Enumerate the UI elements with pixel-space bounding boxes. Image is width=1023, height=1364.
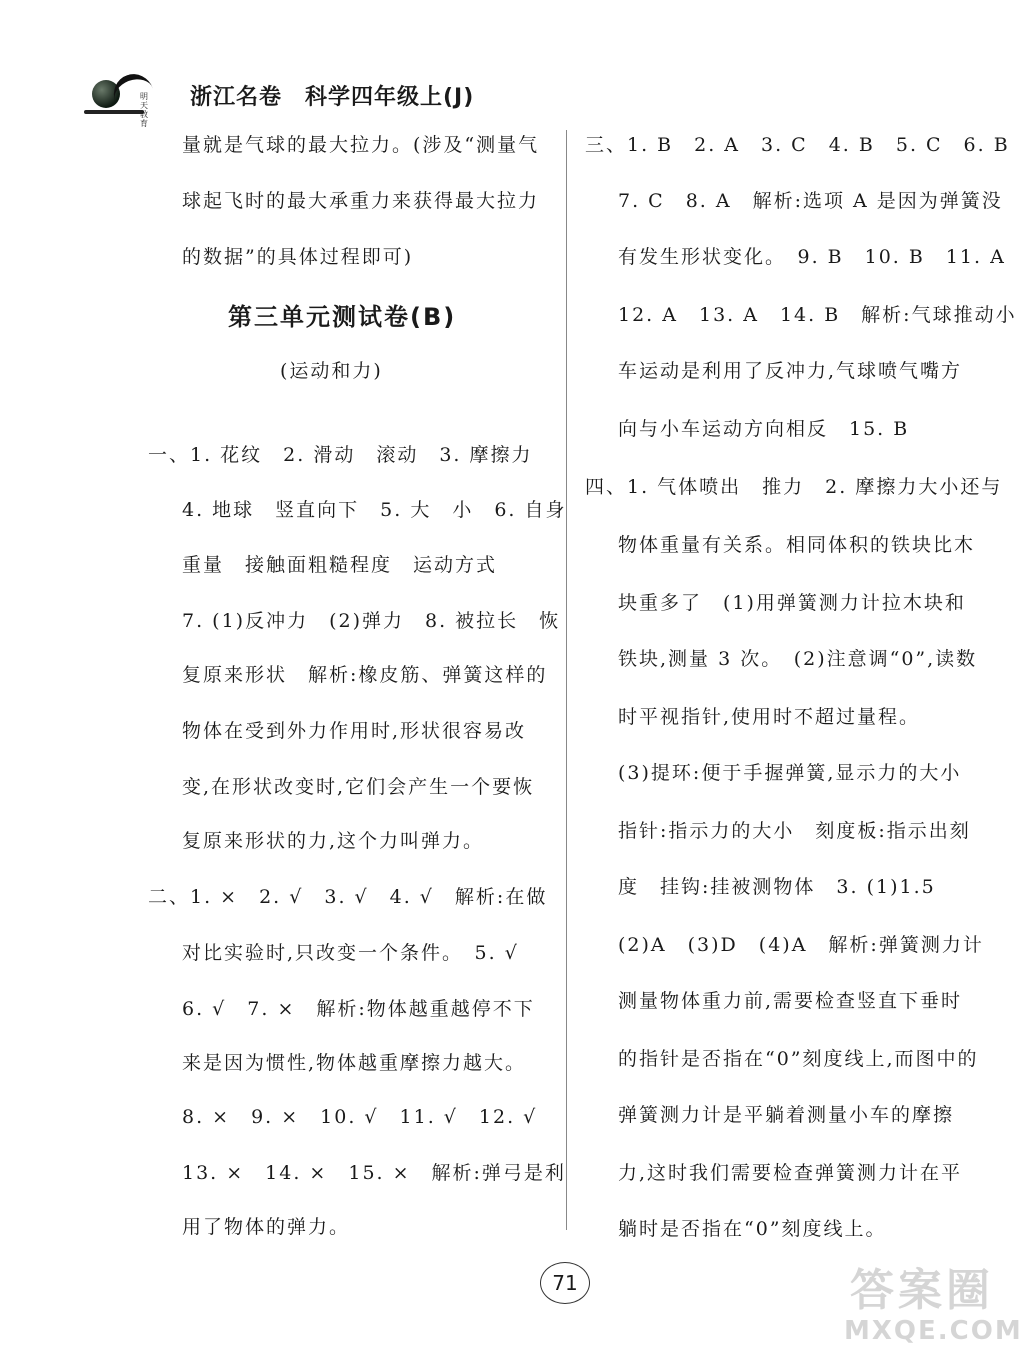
answer-line: 对比实验时,只改变一个条件。 5. √ (182, 942, 519, 964)
answer-line: 三、1. B 2. A 3. C 4. B 5. C 6. B (585, 134, 1010, 156)
answer-line: 用了物体的弹力。 (182, 1216, 351, 1238)
section-title: 第三单元测试卷(B) (228, 303, 457, 331)
answer-line: 来是因为惯性,物体越重摩擦力越大。 (182, 1052, 527, 1074)
answer-line: 8. × 9. × 10. √ 11. √ 12. √ (182, 1106, 538, 1128)
answer-line: 复原来形状的力,这个力叫弹力。 (182, 830, 485, 852)
answer-line: 的指针是否指在“0”刻度线上,而图中的 (618, 1048, 979, 1070)
answer-line: 铁块,测量 3 次。 (2)注意调“0”,读数 (618, 648, 978, 670)
watermark-logo-text: 答案圈 (850, 1265, 994, 1316)
answer-line: 物体重量有关系。相同体积的铁块比木 (618, 534, 976, 556)
answer-line: 复原来形状 解析:橡皮筋、弹簧这样的 (182, 664, 548, 686)
column-divider (566, 130, 567, 1230)
answer-line: 四、1. 气体喷出 推力 2. 摩擦力大小还与 (585, 476, 1003, 498)
intro-line: 的数据”的具体过程即可) (182, 246, 414, 268)
answer-line: 一、1. 花纹 2. 滑动 滚动 3. 摩擦力 (148, 444, 533, 466)
answer-line: 时平视指针,使用时不超过量程。 (618, 706, 921, 728)
answer-line: 变,在形状改变时,它们会产生一个要恢 (182, 776, 535, 798)
publisher-logo (84, 70, 164, 128)
answer-line: 块重多了 (1)用弹簧测力计拉木块和 (618, 592, 966, 614)
answer-line: 向与小车运动方向相反 15. B (618, 418, 910, 440)
answer-line: (2)A (3)D (4)A 解析:弹簧测力计 (618, 934, 984, 956)
answer-line: 重量 接触面粗糙程度 运动方式 (182, 554, 498, 576)
answer-line: 车运动是利用了反冲力,气球喷气嘴方 (618, 360, 963, 382)
answer-line: 力,这时我们需要检查弹簧测力计在平 (618, 1162, 963, 1184)
intro-line: 量就是气球的最大拉力。(涉及“测量气 (182, 134, 540, 156)
watermark-url: MXQE.COM (844, 1316, 1023, 1346)
answer-line: 弹簧测力计是平躺着测量小车的摩擦 (618, 1104, 955, 1126)
answer-line: 度 挂钩:挂被测物体 3. (1)1.5 (618, 876, 936, 898)
answer-line: 4. 地球 竖直向下 5. 大 小 6. 自身 (182, 499, 567, 521)
intro-line: 球起飞时的最大承重力来获得最大拉力 (182, 190, 540, 212)
answer-line: 7. C 8. A 解析:选项 A 是因为弹簧没 (618, 190, 1003, 212)
answer-line: (3)提环:便于手握弹簧,显示力的大小 (618, 762, 962, 784)
answer-line: 有发生形状变化。 9. B 10. B 11. A (618, 246, 1006, 268)
answer-line: 测量物体重力前,需要检查竖直下垂时 (618, 990, 963, 1012)
answer-line: 6. √ 7. × 解析:物体越重越停不下 (182, 998, 535, 1020)
answer-line: 12. A 13. A 14. B 解析:气球推动小 (618, 304, 1017, 326)
answer-line: 物体在受到外力作用时,形状很容易改 (182, 720, 527, 742)
answer-line: 13. × 14. × 15. × 解析:弹弓是利 (182, 1162, 566, 1184)
answer-line: 指针:指示力的大小 刻度板:指示出刻 (618, 820, 971, 842)
answer-line: 躺时是否指在“0”刻度线上。 (618, 1218, 887, 1240)
page-number: 71 (540, 1262, 590, 1304)
section-subtitle: (运动和力) (280, 360, 383, 382)
answer-line: 二、1. × 2. √ 3. √ 4. √ 解析:在做 (148, 886, 548, 908)
watermark (844, 1265, 1023, 1358)
logo-text: 明天教育 (140, 92, 148, 128)
answer-line: 7. (1)反冲力 (2)弹力 8. 被拉长 恢 (182, 610, 561, 632)
page-header-title: 浙江名卷 科学四年级上(J) (190, 85, 475, 110)
